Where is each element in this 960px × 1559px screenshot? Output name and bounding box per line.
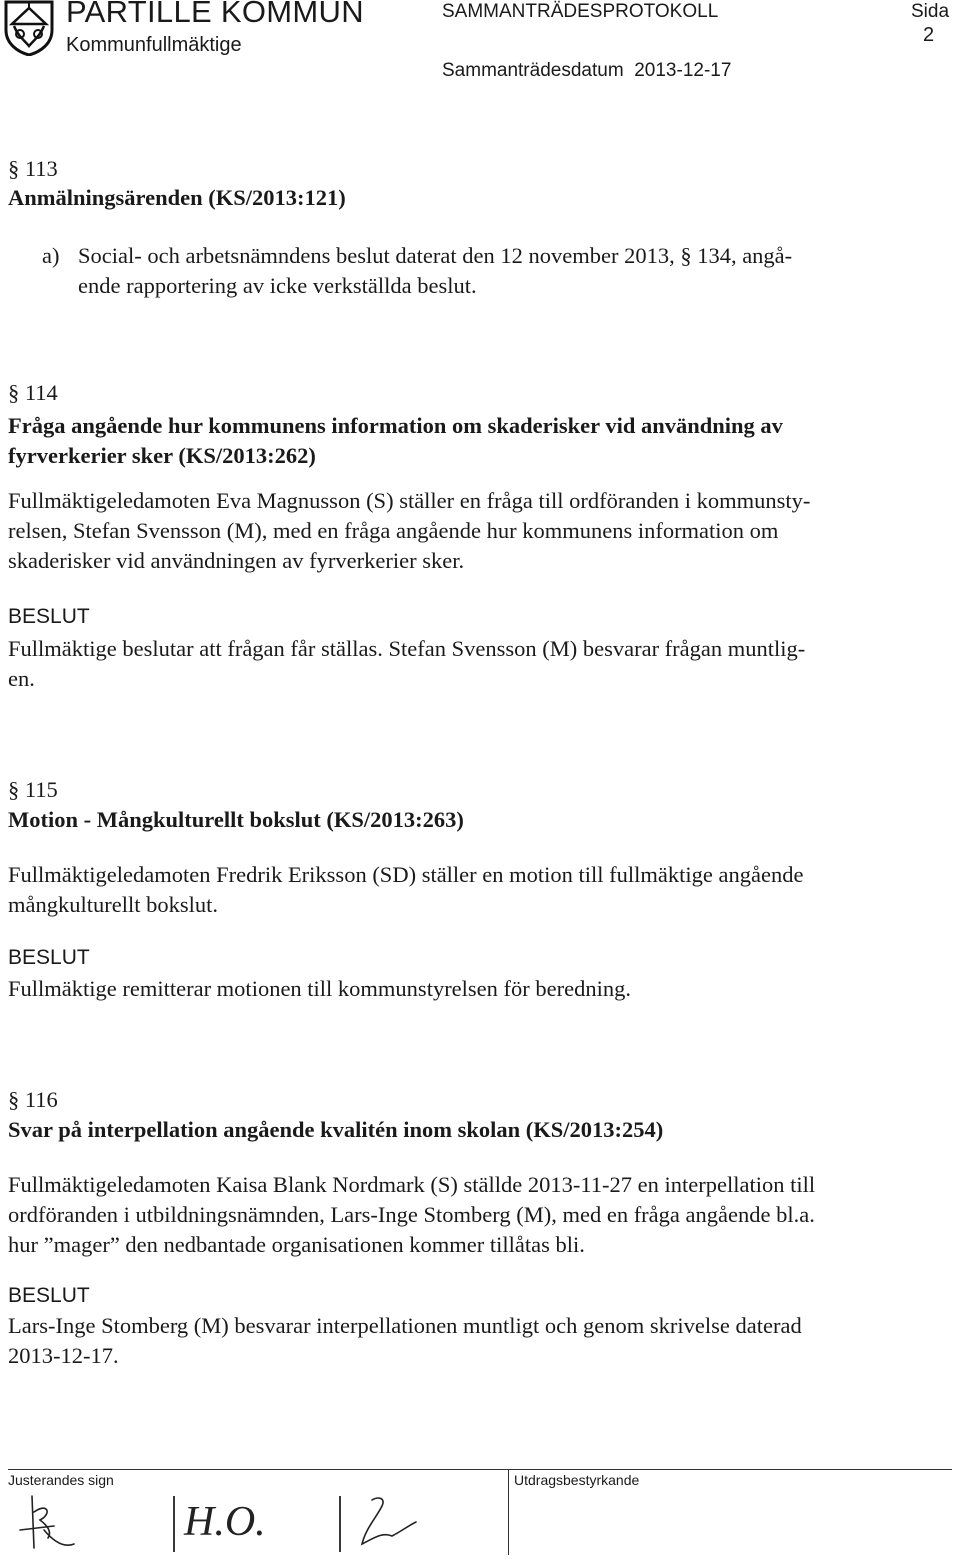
organization-body: Kommunfullmäktige <box>66 34 242 56</box>
section-number: § 113 <box>8 156 58 181</box>
text-line: mångkulturellt bokslut. <box>8 892 218 917</box>
decision-text <box>8 634 805 694</box>
text-line: Social- och arbetsnämndens beslut daterat den 12 november 2013, § 134, angå- <box>78 243 793 268</box>
footer-rule <box>8 1469 952 1470</box>
signature-2-initials: H.O. <box>184 1499 266 1545</box>
decision-text <box>8 1311 802 1371</box>
section-number: § 116 <box>8 1087 58 1112</box>
section-body <box>8 860 803 920</box>
section-title-line: Fråga angående hur kommunens information om skaderisker vid användning av <box>8 413 783 438</box>
text-line: relsen, Stefan Svensson (M), med en fråga angående hur kommunens information om <box>8 518 779 543</box>
text-line: Fullmäktigeledamoten Kaisa Blank Nordmark (S) ställde 2013-11-27 en interpellation till <box>8 1172 816 1197</box>
text-line: ende rapportering av icke verkställda beslut. <box>78 273 477 298</box>
section-title-line: fyrverkerier sker (KS/2013:262) <box>8 443 316 468</box>
footer-divider <box>508 1469 509 1555</box>
organization-name: PARTILLE KOMMUN <box>66 0 364 29</box>
decision-label: BESLUT <box>8 1284 90 1307</box>
page-label: Sida <box>911 1 950 22</box>
section-number: § 114 <box>8 380 58 405</box>
section-title <box>8 1115 663 1145</box>
section-title <box>8 805 464 835</box>
section-title-line: Svar på interpellation angående kvalitén inom skolan (KS/2013:254) <box>8 1117 664 1142</box>
signature-3-mark <box>338 1494 342 1554</box>
section-title <box>8 183 346 213</box>
section-title-line: Anmälningsärenden (KS/2013:121) <box>8 185 346 210</box>
signature-1 <box>14 1490 78 1554</box>
text-line: hur ”mager” den nedbantade organisationen kommer tillåtas bli. <box>8 1232 585 1257</box>
justerandes-sign-label: Justerandes sign <box>8 1472 114 1488</box>
signature-2-mark <box>172 1494 176 1554</box>
page-number: 2 <box>923 24 935 46</box>
section-body <box>8 1170 815 1260</box>
text-line: 2013-12-17. <box>8 1343 119 1368</box>
meeting-date-label: Sammanträdesdatum <box>442 60 624 81</box>
text-line: Fullmäktige beslutar att frågan får ställas. Stefan Svensson (M) besvarar frågan muntlig- <box>8 636 806 661</box>
list-item-marker: a) <box>42 243 60 268</box>
text-line: ordföranden i utbildningsnämnden, Lars-Inge Stomberg (M), med en fråga angående bl.a. <box>8 1202 815 1227</box>
decision-label: BESLUT <box>8 946 90 969</box>
meeting-date-value: 2013-12-17 <box>634 60 732 81</box>
text-line: skaderisker vid användningen av fyrverkerier sker. <box>8 548 465 573</box>
text-line: Fullmäktigeledamoten Eva Magnusson (S) ställer en fråga till ordföranden i kommunsty- <box>8 488 811 513</box>
text-line: Fullmäktigeledamoten Fredrik Eriksson (SD) ställer en motion till fullmäktige angående <box>8 862 804 887</box>
text-line: Lars-Inge Stomberg (M) besvarar interpellationen muntligt och genom skrivelse daterad <box>8 1313 802 1338</box>
meeting-date <box>442 60 731 82</box>
decision-label: BESLUT <box>8 605 90 628</box>
text-line: en. <box>8 666 35 691</box>
signature-3 <box>352 1492 424 1554</box>
section-title-line: Motion - Mångkulturellt bokslut (KS/2013:263) <box>8 807 464 832</box>
list-item-text <box>78 241 792 301</box>
section-body <box>8 486 810 576</box>
decision-text <box>8 974 631 1004</box>
section-title <box>8 411 783 471</box>
municipal-crest-icon <box>2 0 56 56</box>
document-type: SAMMANTRÄDESPROTOKOLL <box>442 1 719 22</box>
section-number: § 115 <box>8 777 58 802</box>
text-line: Fullmäktige remitterar motionen till kommunstyrelsen för beredning. <box>8 976 631 1001</box>
utdragsbestyrkande-label: Utdragsbestyrkande <box>514 1472 640 1488</box>
